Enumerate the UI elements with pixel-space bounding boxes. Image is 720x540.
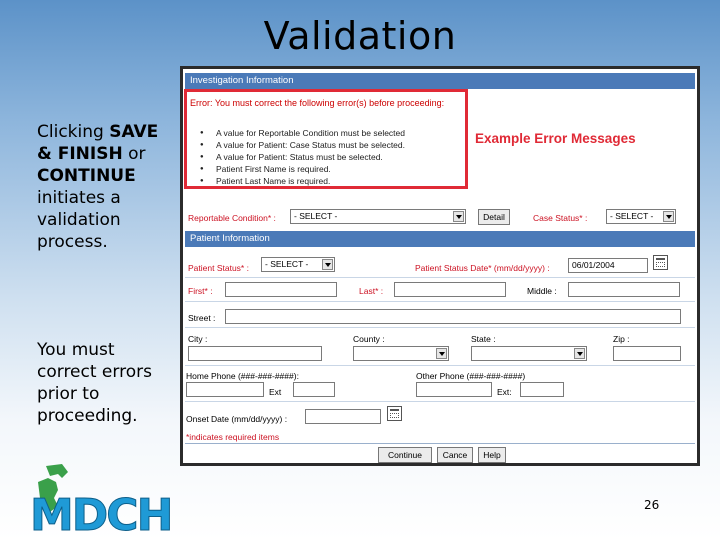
home-phone-ext-label: Ext: [269, 387, 282, 397]
first-name-input[interactable]: [225, 282, 337, 297]
county-select[interactable]: [353, 346, 449, 361]
required-note: *indicates required items: [186, 432, 280, 442]
home-phone-label: Home Phone (###-###-####):: [186, 371, 299, 381]
instruction-text: [37, 121, 167, 253]
row-divider: [185, 327, 695, 328]
chevron-down-icon[interactable]: [663, 211, 674, 222]
patient-status-date-label: Patient Status Date* (mm/dd/yyyy) :: [415, 263, 550, 273]
patient-status-label: Patient Status* :: [188, 263, 249, 273]
patient-status-value: - SELECT -: [265, 259, 309, 269]
chevron-down-icon[interactable]: [574, 348, 585, 359]
calendar-icon[interactable]: [653, 255, 668, 270]
city-input[interactable]: [188, 346, 322, 361]
error-list: [204, 127, 405, 187]
zip-label: Zip :: [613, 334, 630, 344]
row-divider: [185, 277, 695, 278]
footer-divider: [185, 443, 695, 444]
error-box: [184, 89, 468, 189]
example-error-label: Example Error Messages: [475, 131, 636, 146]
street-label: Street :: [188, 313, 216, 323]
reportable-condition-label: Reportable Condition* :: [188, 213, 276, 223]
row-divider: [185, 301, 695, 302]
correction-text: You must correct errors prior to proceeding.: [37, 340, 152, 426]
instruction-bold: SAVE & FINISH: [37, 122, 159, 164]
middle-name-input[interactable]: [568, 282, 680, 297]
home-phone-ext-input[interactable]: [293, 382, 335, 397]
onset-date-label: Onset Date (mm/dd/yyyy) :: [186, 414, 288, 424]
michigan-upper-peninsula-shape: [46, 464, 68, 478]
help-button[interactable]: Help: [478, 447, 506, 463]
reportable-condition-value: - SELECT -: [294, 211, 338, 221]
calendar-icon[interactable]: [387, 406, 402, 421]
mdch-logo: [28, 462, 180, 534]
error-item: ● A value for Patient: Case Status must be selected.: [204, 139, 405, 151]
patient-status-select[interactable]: [261, 257, 335, 272]
state-label: State :: [471, 334, 496, 344]
page-number: 26: [644, 498, 660, 512]
form-screenshot: [180, 66, 700, 466]
other-phone-label: Other Phone (###-###-####): [416, 371, 526, 381]
instruction-part: Clicking: [37, 122, 110, 142]
row-divider: [185, 365, 695, 366]
first-name-label: First* :: [188, 286, 213, 296]
chevron-down-icon[interactable]: [322, 259, 333, 270]
reportable-condition-select[interactable]: [290, 209, 466, 224]
error-item: ● Patient Last Name is required.: [204, 175, 405, 187]
continue-button[interactable]: Continue: [378, 447, 432, 463]
instruction-bold: CONTINUE: [37, 166, 136, 186]
error-item: ● Patient First Name is required.: [204, 163, 405, 175]
patient-status-date-input[interactable]: 06/01/2004: [568, 258, 648, 273]
zip-input[interactable]: [613, 346, 681, 361]
last-name-label: Last* :: [359, 286, 384, 296]
last-name-input[interactable]: [394, 282, 506, 297]
street-input[interactable]: [225, 309, 681, 324]
state-select[interactable]: [471, 346, 587, 361]
chevron-down-icon[interactable]: [453, 211, 464, 222]
chevron-down-icon[interactable]: [436, 348, 447, 359]
case-status-select[interactable]: [606, 209, 676, 224]
error-item: ● A value for Patient: Status must be selected.: [204, 151, 405, 163]
city-label: City :: [188, 334, 208, 344]
logo-text: MDCH: [30, 490, 172, 534]
case-status-value: - SELECT -: [610, 211, 654, 221]
other-phone-input[interactable]: [416, 382, 492, 397]
instruction-part: or: [122, 144, 146, 164]
case-status-label: Case Status* :: [533, 213, 588, 223]
error-heading: Error: You must correct the following error(s) before proceeding:: [190, 98, 445, 108]
other-phone-ext-input[interactable]: [520, 382, 564, 397]
section-patient-header: Patient Information: [185, 231, 695, 247]
detail-button[interactable]: Detail: [478, 209, 510, 225]
cancel-button[interactable]: Cance: [437, 447, 473, 463]
home-phone-input[interactable]: [186, 382, 264, 397]
section-investigation-header: Investigation Information: [185, 73, 695, 89]
county-label: County :: [353, 334, 385, 344]
other-phone-ext-label: Ext:: [497, 387, 512, 397]
row-divider: [185, 401, 695, 402]
middle-name-label: Middle :: [527, 286, 557, 296]
slide-title: Validation: [263, 14, 457, 58]
onset-date-input[interactable]: [305, 409, 381, 424]
error-item: ● A value for Reportable Condition must be selected: [204, 127, 405, 139]
instruction-part: initiates a validation process.: [37, 188, 121, 252]
